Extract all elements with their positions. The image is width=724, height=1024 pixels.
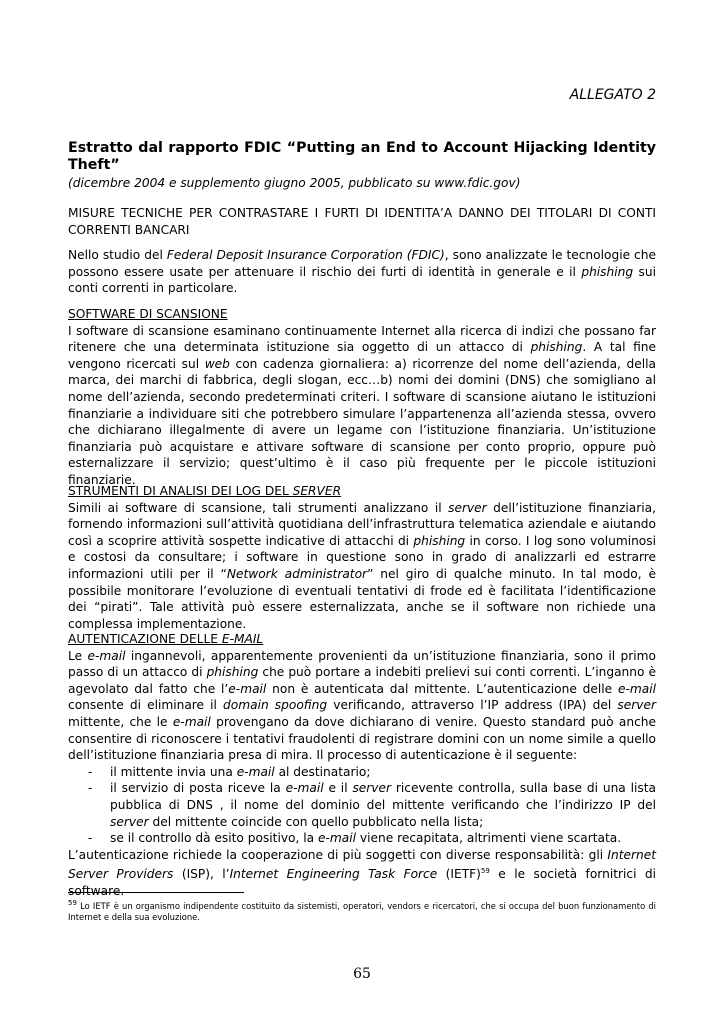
section-heading-autenticazione: AUTENTICAZIONE DELLE E-MAIL [68,632,264,646]
footnote: $^{59}$ Lo IETF è un organismo indipendente costituito da sistemisti, operatori, vendors e ricercatori, che si occupa del buon funzionamento di Internet e della sua evoluzione. [68,899,656,923]
section-autenticazione [68,631,656,900]
misure-heading: MISURE TECNICHE PER CONTRASTARE I FURTI DI IDENTITA’A DANNO DEI TITOLARI DI CONTI CORRENTI BANCARI [68,206,656,237]
authentication-steps-list [68,764,656,847]
document-subtitle: (dicembre 2004 e supplemento giugno 2005, pubblicato su www.fdic.gov) [68,176,521,190]
page-number: 65 [353,966,371,982]
dash-bullet: - [88,831,93,846]
list-item: - il mittente invia una e-mail al destinatario; [88,764,371,779]
section-software [68,306,656,489]
footnote-number: 59 [68,899,77,907]
document-title: Estratto dal rapporto FDIC “Putting an End to Account Hijacking Identity Theft” [68,140,656,173]
intro-paragraph: Nello studio del Federal Deposit Insurance Corporation (FDIC), sono analizzate le tecnologie che possono essere usate per attenuare il rischio dei furti di identità in generale e il phishing sui conti correnti in particolare. [68,248,656,296]
section-heading-software: SOFTWARE DI SCANSIONE [68,307,228,321]
section-heading-strumenti: STRUMENTI DI ANALISI DEI LOG DEL SERVER [68,484,342,498]
autenticazione-paragraph: Le e-mail ingannevoli, apparentemente provenienti da un’istituzione finanziaria, sono il primo passo di un attacco di phishing che può portare a indebiti prelievi sui conti correnti. L’inganno è agevolato dal fatto che l’e-mail non è autenticata dal mittente. L’autenticazione delle e-mail consente di eliminare il domain spoofing verificando, attraverso l’IP address (IPA) del server mittente, che le e-mail provengano da dove dichiarano di venire. Questo standard può anche consentire di riconoscere i tentativi fraudolenti di registrare domini con un nome simile a quello dell’istituzione finanziaria presa di mira. Il processo di autenticazione è il seguente: [68,648,657,763]
software-paragraph: I software di scansione esaminano continuamente Internet alla ricerca di indizi che possano far ritenere che una determinata istituzione sia oggetto di un attacco di phishing. A tal fine vengono ricercati sul web con cadenza giornaliera: a) ricorrenze del nome dell’azienda, della marca, dei marchi di fabbrica, degli slogan, ecc…b) nomi dei domini (DNS) che somigliano al nome dell’azienda, secondo predeterminati criteri. I software di scansione aiutano le istituzioni finanziarie a individuare siti che potrebbero simulare l’appartenenza all’azienda stessa, ovvero che dichiarano illegalmente di avere un legame con l’istituzione finanziaria. Un’istituzione finanziaria può acquistare e attivare software di scansione per conto proprio, oppure può esternalizzare il servizio; quest’ultimo è il caso più frequente per le piccole istituzioni finanziarie. [68,323,656,487]
strumenti-paragraph: Simili ai software di scansione, tali strumenti analizzano il server dell’istituzione finanziaria, fornendo informazioni sull’attività quotidiana dell’infrastruttura telematica aziendale e aiutando così a scoprire attività sospette indicative di attacchi di phishing in corso. I log sono voluminosi e costosi da consultare; i software in questione sono in grado di analizzarli ed estrarre informazioni utili per il “Network administrator” nel giro di qualche minuto. In tal modo, è possibile monitorare l’evoluzione di eventuali tentativi di frode ed è facilitata l’identificazione dei “pirati”. Tale attività può essere esternalizzata, anche se il software non richiede una complessa implementazione. [68,500,657,631]
conclusion-paragraph: L’autenticazione richiede la cooperazione di più soggetti con diverse responsabilità: gli Internet Server Providers (ISP), l’Internet Engineering Task Force (IETF)$^{59}$ e le società fornitrici di software. [68,847,657,898]
list-item: - il servizio di posta riceve la e-mail e il server ricevente controlla, sulla base di una lista pubblica di DNS , il nome del dominio del mittente verificando che l’indirizzo IP del server del mittente coincide con quello pubblicato nella lista; [88,781,656,829]
allegato-label: ALLEGATO 2 [569,87,656,103]
dash-bullet: - [88,781,93,796]
list-item: - se il controllo dà esito positivo, la e-mail viene recapitata, altrimenti viene scartata. [88,831,622,846]
dash-bullet: - [88,764,93,779]
footnote-reference[interactable]: 59 [480,867,490,876]
footnote-divider [68,892,244,893]
section-strumenti [68,483,656,632]
